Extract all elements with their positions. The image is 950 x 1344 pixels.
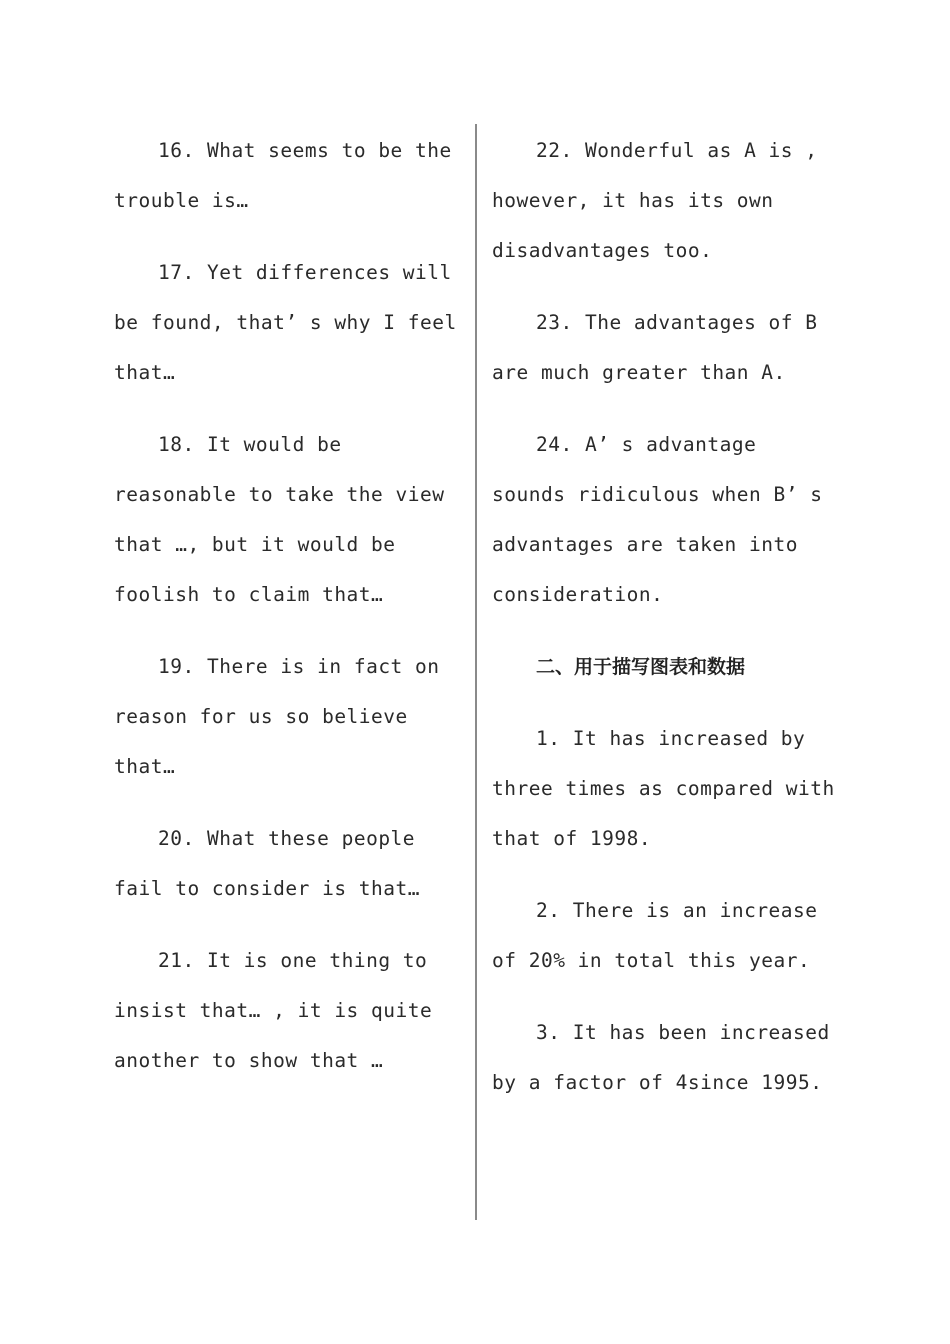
chart-phrase-item-1: 1. It has increased by three times as compared with that of 1998. <box>492 727 835 850</box>
phrase-item-19: 19. There is in fact on reason for us so believe that… <box>114 655 440 778</box>
chart-phrase-item-3: 3. It has been increased by a factor of 4since 1995. <box>492 1021 830 1094</box>
phrase-item-22: 22. Wonderful as A is , however, it has its own disadvantages too. <box>492 139 818 262</box>
column-divider <box>475 124 477 1220</box>
phrase-item-17: 17. Yet differences will be found, that’ s why I feel that… <box>114 261 457 384</box>
right-column <box>492 126 837 1130</box>
phrase-item-16: 16. What seems to be the trouble is… <box>114 139 452 212</box>
chart-phrase-item-2: 2. There is an increase of 20% in total this year. <box>492 899 818 972</box>
phrase-item-23: 23. The advantages of B are much greater than A. <box>492 311 818 384</box>
phrase-item-24: 24. A’ s advantage sounds ridiculous when B’ s advantages are taken into consideration. <box>492 433 823 606</box>
section-heading: 二、用于描写图表和数据 <box>536 656 746 678</box>
phrase-item-20: 20. What these people fail to consider is that… <box>114 827 420 900</box>
phrase-item-18: 18. It would be reasonable to take the view that …, but it would be foolish to claim that… <box>114 433 445 606</box>
left-column <box>114 126 464 1108</box>
phrase-item-21: 21. It is one thing to insist that… , it is quite another to show that … <box>114 949 433 1072</box>
